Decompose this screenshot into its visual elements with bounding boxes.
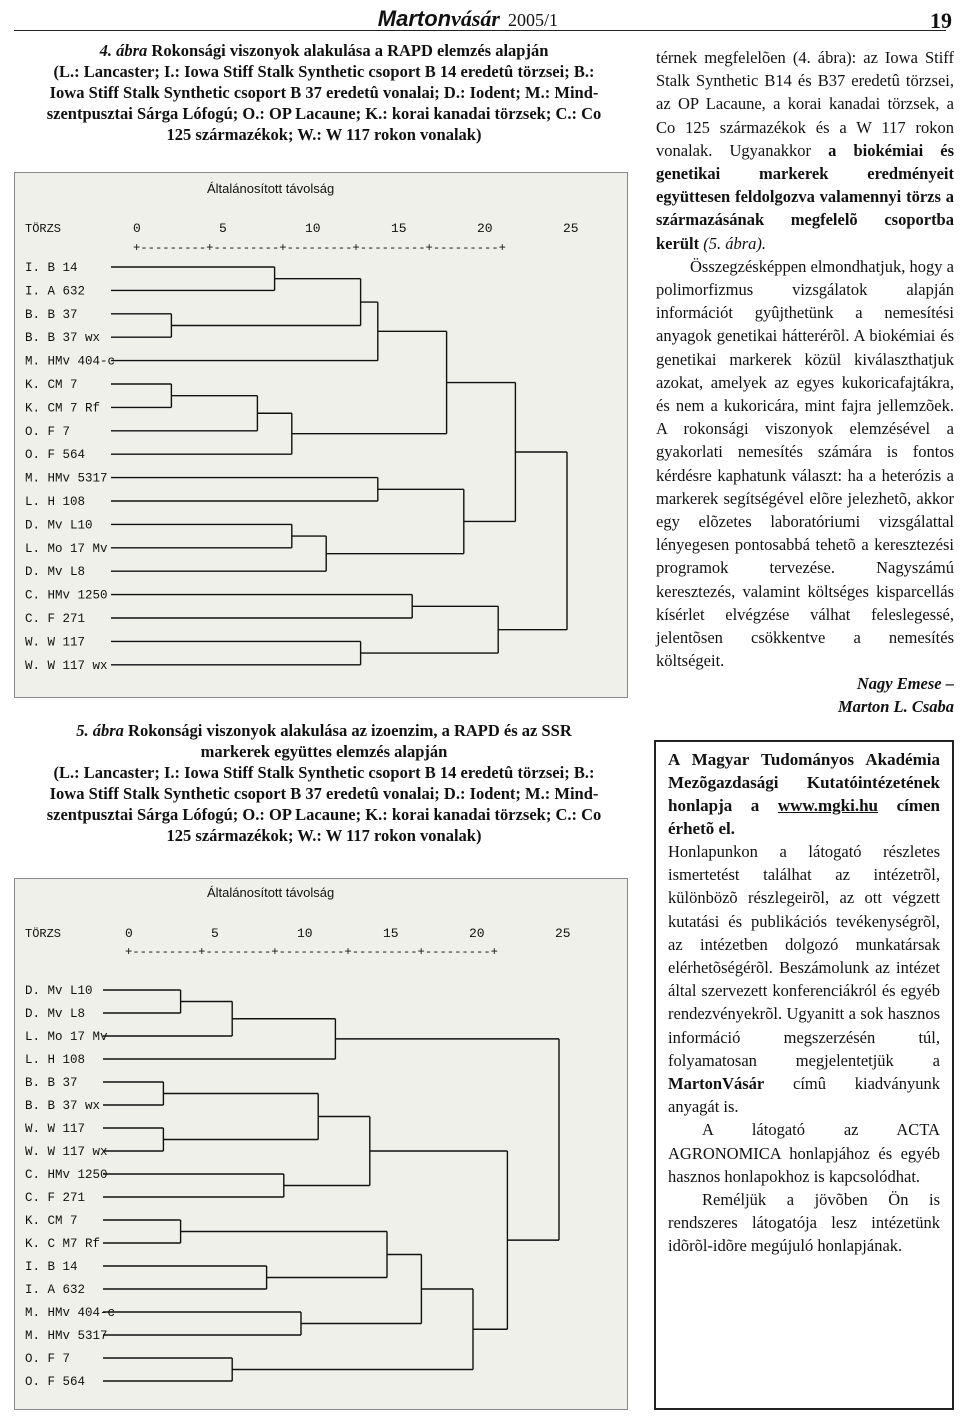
paragraph-1-text: térnek megfelelõen (4. ábra): az Iowa Stiff Stalk Synthetic B14 és B37 eredetû törzsei, az OP Lacaune, a korai kanadai törzsek, a Co 125 származékok és a W 117 rokon vonalak. Ugyanakkor [656,48,954,160]
figure4-caption [14,40,634,145]
website-link[interactable]: www.mgki.hu [777,796,879,815]
leaf-label: M. HMv 5317 [25,1329,108,1343]
figure5-label: 5. ábra [76,721,124,740]
column-label: TÖRZS [25,222,62,236]
magazine-title-part2: vásár [451,6,500,31]
page-number: 19 [930,8,952,33]
leaf-label: C. HMv 1250 [25,1168,108,1182]
scale-tick-label: 0 [133,221,141,236]
box-title [668,748,940,840]
scale-tick-label: 20 [477,221,493,236]
leaf-label: L. Mo 17 Mv [25,1030,108,1044]
scale-tick-label: 10 [305,221,321,236]
leaf-label: O. F 7 [25,424,71,439]
magazine-title [378,6,558,32]
figure5-caption-line: 125 származékok; W.: W 117 rokon vonalak) [166,826,482,845]
leaf-label: O. F 564 [25,1375,86,1389]
box-paragraph-1 [668,840,940,1118]
box-paragraph-2: A látogató az ACTA AGRONOMICA honlapjához és egyéb hasznos honlapokhoz is kapcsolódhat. [668,1120,940,1186]
author-2: Marton L. Csaba [838,697,954,717]
figure5-dendrogram [14,878,628,1410]
figure5-caption [14,720,634,846]
figure4-dendrogram [14,172,628,698]
distance-ruler: +---------+---------+---------+---------+---------+ [125,945,498,959]
leaf-label: C. F 271 [25,612,86,626]
leaf-label: B. B 37 [25,1076,78,1090]
scale-tick-label: 15 [383,926,399,941]
figure5-caption-line: markerek együttes elemzés alapján [200,742,448,761]
figure4-caption-line: (L.: Lancaster; I.: Iowa Stiff Stalk Synthetic csoport B 14 eredetû törzsei; B.: [53,62,595,81]
website-info-box [654,740,954,1410]
leaf-label: K. C M7 Rf [25,1237,101,1251]
scale-tick-label: 25 [563,221,579,236]
figure4-label: 4. ábra [99,41,148,60]
leaf-label: I. A 632 [25,284,86,299]
figure5-caption-title: Rokonsági viszonyok alakulása az izoenzim, a RAPD és az SSR [123,721,572,740]
leaf-label: C. F 271 [25,1191,86,1205]
paragraph-1-tail: (5. ábra). [699,233,767,253]
leaf-label: C. HMv 1250 [25,588,108,603]
leaf-label: W. W 117 wx [25,658,108,673]
figure4-caption-line: szentpusztai Sárga Lófogú; O.: OP Lacaune; K.: korai kanadai törzsek; C.: Co [46,104,602,123]
leaf-label: M. HMv 404-c [25,354,116,369]
leaf-label: W. W 117 wx [25,1145,108,1159]
page-header [0,6,960,32]
scale-tick-label: 25 [555,926,571,941]
leaf-label: O. F 7 [25,1352,71,1366]
scale-tick-label: 15 [391,221,407,236]
paragraph-1 [656,46,954,255]
leaf-label: M. HMv 404-c [25,1306,116,1320]
dendrogram-title: Általánosított távolság [207,181,335,196]
right-column [656,46,954,718]
header-rule [14,30,946,31]
leaf-label: O. F 564 [25,448,86,463]
figure4-caption-title: Rokonsági viszonyok alakulása a RAPD elemzés alapján [147,41,549,60]
dendrogram-title: Általánosított távolság [207,885,335,900]
magazine-name-bold: MartonVásár [668,1074,765,1094]
leaf-label: L. H 108 [25,1053,86,1067]
leaf-label: I. B 14 [25,1260,78,1274]
author-1: Nagy Emese – [856,674,954,694]
box-title-end: címen érhetõ el. [668,796,941,838]
leaf-label: K. CM 7 Rf [25,401,101,416]
figure4-svg [15,173,627,697]
figure5-caption-line: Iowa Stiff Stalk Synthetic csoport B 37 eredetû vonalai; D.: Iodent; M.: Mind- [49,784,599,803]
column-label: TÖRZS [25,927,62,941]
scale-tick-label: 5 [219,221,227,236]
leaf-label: D. Mv L10 [25,984,93,998]
distance-ruler: +---------+---------+---------+---------+---------+ [133,241,506,255]
box-paragraph-3: Reméljük a jövõben Ön is rendszeres látogatója lesz intézetünk idõrõl-idõre megújuló honlapjának. [668,1190,940,1256]
figure4-caption-line: Iowa Stiff Stalk Synthetic csoport B 37 eredetû vonalai; D.: Iodent; M.: Mind- [49,83,599,102]
scale-tick-label: 5 [211,926,219,941]
scale-tick-label: 20 [469,926,485,941]
leaf-label: W. W 117 [25,1122,86,1136]
leaf-label: L. Mo 17 Mv [25,541,108,556]
leaf-label: K. CM 7 [25,378,78,392]
issue-number: 2005/1 [507,10,558,30]
leaf-label: D. Mv L8 [25,565,86,580]
box-paragraph-1-end: címû kiadványunk anyagát is. [668,1074,940,1117]
leaf-label: K. CM 7 [25,1214,78,1228]
leaf-label: D. Mv L8 [25,1007,86,1021]
box-paragraph-1-text: Honlapunkon a látogató részletes ismertetést találhat az intézetrõl, különbözõ részlegeirõl, az ott végzett kutatási és publikációs tevékenységrõl, az intézetben dolgozó munkatársak elérhetõségérõl. Beszámolunk az intézet által szervezett konferenciákról és egyéb rendezvényekrõl. Ugyanitt a sok hasznos információ megszerzésén túl, folyamatosan megjelentetjük a [668,842,940,1070]
leaf-label: M. HMv 5317 [25,471,108,486]
figure4-caption-line: 125 származékok; W.: W 117 rokon vonalak) [166,125,482,144]
leaf-label: W. W 117 [25,635,86,650]
figure5-svg [15,879,627,1409]
scale-tick-label: 10 [297,926,313,941]
paragraph-2: Összegzésképpen elmondhatjuk, hogy a polimorfizmus vizsgálatok alapján információt gyûjthetünk a nemesítési anyagok genetikai hátterérõl. A biokémiai és genetikai markerek közül kiválaszthatjuk azokat, amelyek az egyes kukoricafajtákra, és nem a kukoricára, mint fajra jellemzõek. A rokonsági viszonyok elemzésével a gyakorlati nemesítés számára is fontos kérdésre kaphatunk választ: ha a heterózis a markerek segítségével elõre jelezhetõ, akkor egy elõzetes laboratóriumi vizsgálattal lényegesen pontosabbá tehetõ a keresztezési programok tervezése. Nagyszámú keresztezés, valamint költséges kisparcellás kísérlet elvégzése válhat feleslegessé, jelentõsen csökkentve a nemesítés költségeit. [656,256,954,671]
leaf-label: L. H 108 [25,495,86,509]
box-title-text: A Magyar Tudományos Akadémia Mezõgazdasági Kutatóintézetének honlapja a [668,750,940,815]
leaf-label: I. A 632 [25,1283,86,1297]
paragraph-1-bold: a biokémiai és genetikai markerek eredményeit együttesen feldolgozva valamennyi törzs a származásának megfelelõ csoportba került [656,140,954,253]
leaf-label: B. B 37 wx [25,1099,101,1113]
leaf-label: B. B 37 wx [25,331,101,346]
figure5-caption-line: (L.: Lancaster; I.: Iowa Stiff Stalk Synthetic csoport B 14 eredetû törzsei; B.: [53,763,595,782]
magazine-title-part1: Marton [377,6,452,31]
leaf-label: B. B 37 [25,307,78,322]
figure5-caption-line: szentpusztai Sárga Lófogú; O.: OP Lacaune; K.: korai kanadai törzsek; C.: Co [46,805,602,824]
leaf-label: I. B 14 [25,261,78,275]
leaf-label: D. Mv L10 [25,518,93,533]
scale-tick-label: 0 [125,926,133,941]
